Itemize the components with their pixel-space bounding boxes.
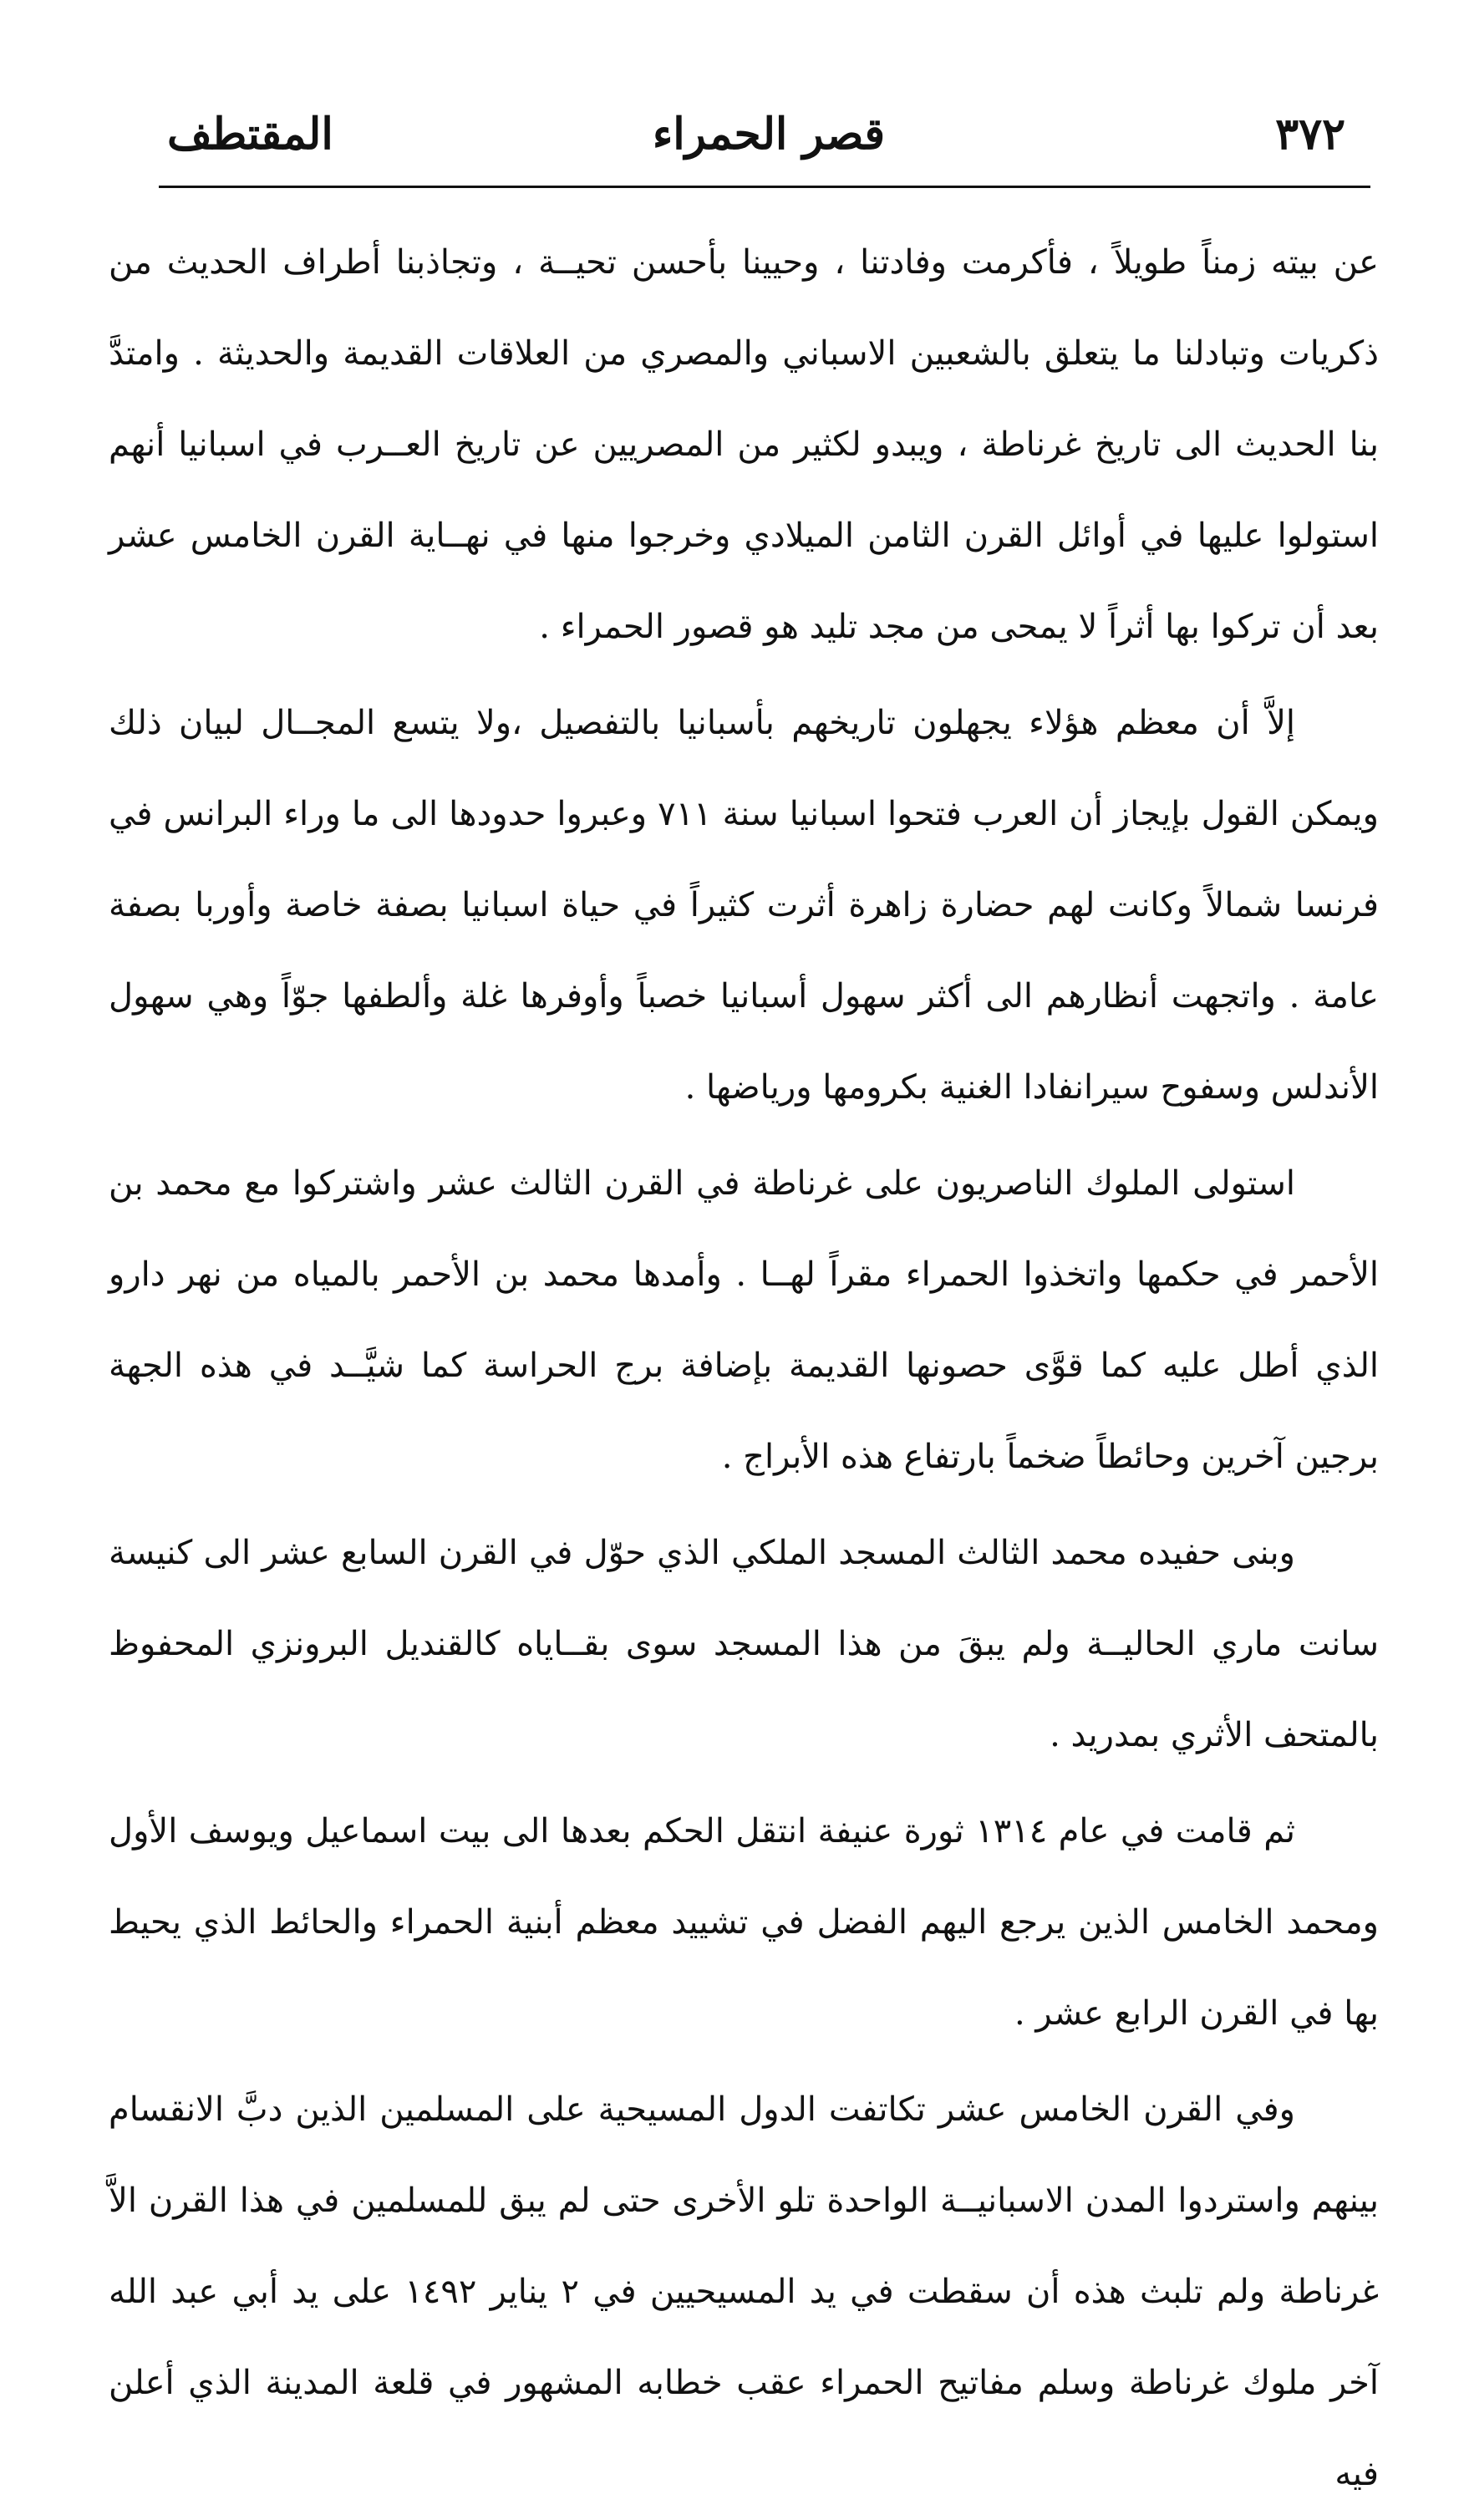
paragraph: عن بيته زمناً طويلاً ، فأكرمت وفادتنا ، وحيينا بأحسن تحيــة ، وتجاذبنا أطراف الحديث من ذكريات وتبادلنا ما يتعلق بالشعبين الاسباني والمصري من العلاقات القديمة والحديثة . وامتدَّ بنا الحديث الى تاريخ غرناطة ، ويبدو لكثير من المصريين عن تاريخ العــرب في اسبانيا أنهم استولوا عليها في أوائل القرن الثامن الميلادي وخرجوا منها في نهــاية القرن الخامس عشر بعد أن تركوا بها أثراً لا يمحى من مجد تليد هو قصور الحمراء . (109, 243, 1379, 646)
paragraph: وفي القرن الخامس عشر تكاتفت الدول المسيحية على المسلمين الذين دبَّ الانقسام بينهم واستردوا المدن الاسبانيــة الواحدة تلو الأخرى حتى لم يبق للمسلمين في هذا القرن الاَّ غرناطة ولم تلبث هذه أن سقطت في يد المسيحيين في ٢ يناير ١٤٩٢ على يد أبي عبد الله آخر ملوك غرناطة وسلم مفاتيح الحمراء عقب خطابه المشهور في قلعة المدينة الذي أعلن فيه (109, 2090, 1380, 2493)
page-number: ٣٧٢ (1275, 109, 1345, 160)
page-header (167, 100, 1370, 167)
header-rule (159, 186, 1370, 188)
article-body (109, 217, 1379, 2520)
paragraph: استولى الملوك الناصريون على غرناطة في القرن الثالث عشر واشتركوا مع محمد بن الأحمر في حكمها واتخذوا الحمراء مقراً لهــا . وأمدها محمد بن الأحمر بالمياه من نهر دارو الذي أطل عليه كما قوَّى حصونها القديمة بإضافة برج الحراسة كما شيَّــد في هذه الجهة برجين آخرين وحائطاً ضخماً بارتفاع هذه الأبراج . (109, 1164, 1379, 1476)
paragraph: ثم قامت في عام ١٣١٤ ثورة عنيفة انتقل الحكم بعدها الى بيت اسماعيل ويوسف الأول ومحمد الخامس الذين يرجع اليهم الفضل في تشييد معظم أبنية الحمراء والحائط الذي يحيط بها في القرن الرابع عشر . (109, 1812, 1379, 2033)
journal-name: المقتطف (167, 109, 333, 160)
paragraph: إلاَّ أن معظم هؤلاء يجهلون تاريخهم بأسبانيا بالتفصيل ،ولا يتسع المجــال لبيان ذلك ويمكن القول بإيجاز أن العرب فتحوا اسبانيا سنة ٧١١ وعبروا حدودها الى ما وراء البرانس في فرنسا شمالاً وكانت لهم حضارة زاهرة أثرت كثيراً في حياة اسبانيا بصفة خاصة وأوربا بصفة عامة . واتجهت أنظارهم الى أكثر سهول أسبانيا خصباً وأوفرها غلة وألطفها جوّاً وهي سهول الأندلس وسفوح سيرانفادا الغنية بكرومها ورياضها . (109, 704, 1379, 1107)
running-title: قصر الحمراء (652, 109, 886, 160)
paragraph: وبنى حفيده محمد الثالث المسجد الملكي الذي حوّل في القرن السابع عشر الى كنيسة سانت ماري الحاليــة ولم يبقَ من هذا المسجد سوى بقــاياه كالقنديل البرونزي المحفوظ بالمتحف الأثري بمدريد . (109, 1534, 1379, 1754)
